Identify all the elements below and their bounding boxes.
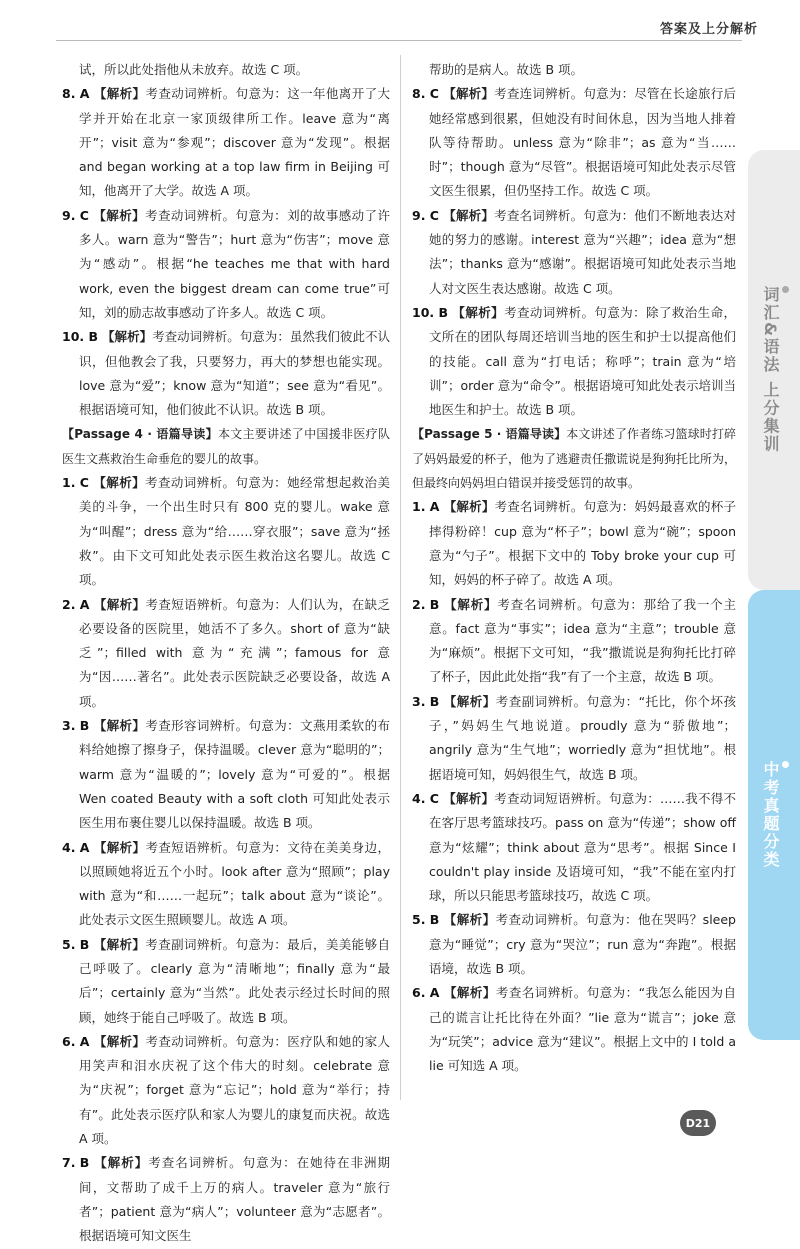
analysis-tag: 【解析】 <box>94 1155 149 1171</box>
answer-number: 9. C <box>412 207 439 223</box>
analysis-tag: 【解析】 <box>444 596 498 612</box>
analysis-tag: 【解析】 <box>93 86 146 102</box>
analysis-text: 考查名词辨析。句意为：妈妈最喜欢的杯子摔得粉碎！cup 意为“杯子”；bowl 意为“碗”；spoon 意为“勺子”。根据下文中的 Toby broke your cup 可知，妈妈的杯子碎了。故选 A 项。 <box>429 499 736 588</box>
analysis-tag: 【解析】 <box>452 304 505 320</box>
answer-item <box>412 981 736 1078</box>
analysis-tag: 【解析】 <box>93 596 146 612</box>
answer-number: 2. B <box>412 596 440 612</box>
tab-dot-icon <box>782 761 789 768</box>
analysis-text: 考查动词辨析。句意为：这一年他离开了大学并开始在北京一家顶级律所工作。leave 意为“离开”；visit 意为“参观”；discover 意为“发现”。根据 and began working at a top law firm in Beijing 可知，他离开了大学。故选 A 项。 <box>79 86 390 199</box>
answer-number: 4. A <box>62 839 90 855</box>
answer-number: 5. B <box>412 912 440 928</box>
header-divider <box>56 40 742 41</box>
side-tab-exam-classified[interactable] <box>748 590 800 1040</box>
analysis-tag: 【解析】 <box>93 207 146 223</box>
analysis-tag: 【解析】 <box>443 790 495 806</box>
analysis-text: 考查动词辨析。句意为：虽然我们彼此不认识，但他教会了我，只要努力，再大的梦想也能实现。love 意为“爱”；know 意为“知道”；see 意为“看见”。根据语境可知，他们彼此不认识。故选 B 项。 <box>79 329 390 418</box>
analysis-tag: 【解析】 <box>93 839 146 855</box>
answer-item <box>62 593 390 714</box>
passage-intro <box>412 422 736 495</box>
passage-intro <box>62 422 390 471</box>
answer-number: 3. B <box>412 693 440 709</box>
analysis-text: 考查名词辨析。句意为：在她待在非洲期间，文帮助了成千上万的病人。traveler 意为“旅行者”；patient 意为“病人”；volunteer 意为“志愿者”。根据语境可知文医生 <box>79 1155 390 1244</box>
passage-summary: 本文讲述了作者练习篮球时打碎了妈妈最爱的杯子，他为了逃避责任撒谎说是狗狗托比所为，但最终向妈妈坦白错误并接受惩罚的故事。 <box>412 427 737 491</box>
side-tab-label: 词汇&语法 上分集训 <box>761 286 780 454</box>
answer-number: 8. A <box>62 86 90 102</box>
passage-heading: 【Passage 5 · 语篇导读】 <box>412 427 567 442</box>
analysis-tag: 【解析】 <box>102 329 153 345</box>
continued-text: 帮助的是病人。故选 B 项。 <box>429 62 584 77</box>
analysis-tag: 【解析】 <box>93 718 146 734</box>
answer-item <box>412 204 736 301</box>
answer-number: 10. B <box>412 304 449 320</box>
analysis-text: 考查短语辨析。句意为：文待在美美身边，以照顾她将近五个小时。look after 意为“照顾”；play with 意为“和……一起玩”；talk about 意为“谈论”。此处表示文医生照顾婴儿。故选 A 项。 <box>79 839 390 928</box>
left-column <box>62 58 390 1249</box>
analysis-tag: 【解析】 <box>443 912 496 928</box>
passage-heading: 【Passage 4 · 语篇导读】 <box>62 427 218 442</box>
answer-item <box>62 836 390 933</box>
analysis-text: 考查名词辨析。句意为：“我怎么能因为自己的谎言让托比待在外面？”lie 意为“谎言”；joke 意为“玩笑”；advice 意为“建议”。根据上文中的 I told a lie 可知选 A 项。 <box>429 985 736 1074</box>
analysis-tag: 【解析】 <box>443 86 495 102</box>
analysis-tag: 【解析】 <box>443 985 496 1001</box>
side-tab-vocab-grammar[interactable] <box>748 150 800 590</box>
answer-number: 7. B <box>62 1155 90 1171</box>
analysis-tag: 【解析】 <box>443 499 495 515</box>
side-tab-label: 中考真题分类 <box>761 761 780 869</box>
answer-number: 1. A <box>412 499 440 515</box>
answer-item <box>62 471 390 592</box>
passage-summary: 本文主要讲述了中国援非医疗队医生文燕救治生命垂危的婴儿的故事。 <box>62 427 390 466</box>
analysis-text: 考查动词辨析。句意为：他在哭吗？sleep 意为“睡觉”；cry 意为“哭泣”；run 意为“奔跑”。根据语境，故选 B 项。 <box>429 912 736 976</box>
answer-number: 6. A <box>62 1033 90 1049</box>
page-number-badge: D21 <box>680 1110 716 1136</box>
answer-number: 3. B <box>62 718 90 734</box>
answer-number: 6. A <box>412 985 440 1001</box>
analysis-tag: 【解析】 <box>93 936 146 952</box>
answer-item <box>62 325 390 422</box>
answer-item <box>412 593 736 690</box>
header-title: 答案及上分解析 <box>659 22 758 37</box>
column-divider <box>400 55 401 1100</box>
analysis-text: 考查动词辨析。句意为：医疗队和她的家人用笑声和泪水庆祝了这个伟大的时刻。celebrate 意为“庆祝”；forget 意为“忘记”；hold 意为“举行；持有”。此处表示医疗队和家人为婴儿的康复而庆祝。故选 A 项。 <box>79 1033 390 1147</box>
answer-item <box>412 908 736 981</box>
analysis-text: 考查连词辨析。句意为：尽管在长途旅行后她经常感到很累，但她没有时间休息，因为当地人排着队等待帮助。unless 意为“除非”；as 意为“当……时”；though 意为“尽管”。根据语境可知此处表示尽管文医生很累，但仍坚持工作。故选 C 项。 <box>429 86 736 199</box>
analysis-tag: 【解析】 <box>93 475 146 491</box>
answer-item <box>412 82 736 203</box>
analysis-text: 考查动词短语辨析。句意为：……我不得不在客厅思考篮球技巧。pass on 意为“传递”；show off 意为“炫耀”；think about 意为“思考”。根据 Since I couldn't play inside 及语境可知，“我”不能在室内打球，所以只能思考篮球技巧，故选 C 项。 <box>429 790 736 904</box>
analysis-tag: 【解析】 <box>443 207 495 223</box>
analysis-text: 考查动词辨析。句意为：刘的故事感动了许多人。warn 意为“警告”；hurt 意为“伤害”；move 意为“感动”。根据“he teaches me that with hard work, even the biggest dream can come true”可知，刘的励志故事感动了许多人。故选 C 项。 <box>79 207 390 320</box>
answer-item <box>412 301 736 422</box>
answer-number: 10. B <box>62 329 99 345</box>
answer-item <box>62 714 390 835</box>
analysis-text: 考查动词辨析。句意为：她经常想起救治美美的斗争，一个出生时只有 800 克的婴儿。wake 意为“叫醒”；dress 意为“给……穿衣服”；save 意为“拯救”。由下文可知此处表示医生救治这名婴儿。故选 C 项。 <box>79 475 390 588</box>
analysis-tag: 【解析】 <box>93 1033 146 1049</box>
answer-item <box>62 1151 390 1248</box>
answer-number: 1. C <box>62 475 89 491</box>
continued-text: 试，所以此处指他从未放弃。故选 C 项。 <box>79 62 309 77</box>
analysis-text: 考查形容词辨析。句意为：文燕用柔软的布料给她擦了擦身子，保持温暖。clever 意为“聪明的”；warm 意为“温暖的”；lovely 意为“可爱的”。根据 Wen coated Beauty with a soft cloth 可知此处表示医生用布裹住婴儿以保持温暖。故选 B 项。 <box>79 718 390 831</box>
analysis-text: 考查名词辨析。句意为：那给了我一个主意。fact 意为“事实”；idea 意为“主意”；trouble 意为“麻烦”。根据下文可知，“我”撒谎说是狗狗托比打碎了杯子，因此此处指“我”有了一个主意，故选 B 项。 <box>429 596 736 685</box>
answer-item <box>62 1030 390 1151</box>
answer-item <box>412 787 736 908</box>
tab-dot-icon <box>782 286 789 293</box>
analysis-text: 考查名词辨析。句意为：他们不断地表达对她的努力的感谢。interest 意为“兴趣”；idea 意为“想法”；thanks 意为“感谢”。根据语境可知此处表示当地人对文医生表达感谢。故选 C 项。 <box>429 207 736 296</box>
analysis-tag: 【解析】 <box>443 693 496 709</box>
analysis-text: 考查短语辨析。句意为：人们认为，在缺乏必要设备的医院里，她活不了多久。short of 意为“缺乏”；filled with 意为“充满”；famous for 意为“因……著名”。此处表示医院缺乏必要设备，故选 A 项。 <box>79 596 390 709</box>
answer-item <box>62 204 390 325</box>
answer-number: 2. A <box>62 596 90 612</box>
answer-number: 5. B <box>62 936 90 952</box>
answer-item <box>62 82 390 203</box>
right-column <box>412 58 736 1078</box>
analysis-text: 考查副词辨析。句意为：最后，美美能够自己呼吸了。clearly 意为“清晰地”；finally 意为“最后”；certainly 意为“当然”。此处表示经过长时间的照顾，她终于能自己呼吸了。故选 B 项。 <box>79 936 390 1025</box>
answer-number: 9. C <box>62 207 89 223</box>
answer-item <box>62 933 390 1030</box>
answer-item <box>412 690 736 787</box>
answer-item <box>412 495 736 592</box>
analysis-text: 考查动词辨析。句意为：除了救治生命，文所在的团队每周还培训当地的医生和护士以提高他们的技能。call 意为“打电话；称呼”；train 意为“培训”；order 意为“命令”。根据语境可知此处表示培训当地医生和护士。故选 B 项。 <box>429 304 736 418</box>
answer-number: 4. C <box>412 790 439 806</box>
analysis-text: 考查副词辨析。句意为：“托比，你个坏孩子，”妈妈生气地说道。proudly 意为“骄傲地”；angrily 意为“生气地”；worriedly 意为“担忧地”。根据语境可知，妈妈很生气，故选 B 项。 <box>429 693 736 782</box>
answer-number: 8. C <box>412 86 439 102</box>
